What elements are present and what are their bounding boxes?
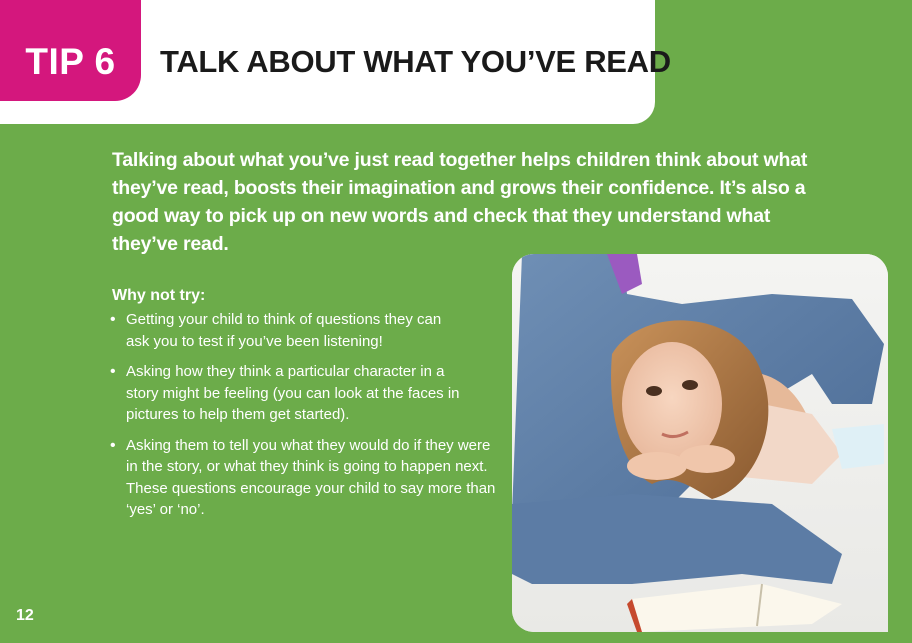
list-item — [108, 435, 503, 521]
why-not-try-heading: Why not try: — [112, 287, 206, 304]
tips-list — [108, 309, 503, 530]
page-number: 12 — [16, 607, 34, 624]
tip-text: Asking them to tell you what they would do if they were in the story, or what they think is going to happen next. These questions encourage your child to say more than ‘yes’ or ‘no’. — [126, 436, 496, 518]
list-item — [108, 309, 503, 352]
tip-text: Getting your child to think of questions they can ask you to test if you’ve been listening! — [126, 311, 442, 350]
intro-paragraph: Talking about what you’ve just read together helps children think about what they’ve read, boosts their imagination and grows their confidence. It’s also a good way to pick up on new words and check that they understand what they’ve read. — [112, 149, 808, 255]
bullet-icon: • — [110, 436, 116, 454]
tip-text: Asking how they think a particular character in a story might be feeling (you can look at the faces in pictures to help them get started). — [126, 363, 460, 423]
tip-badge: TIP 6 — [0, 0, 141, 101]
list-item — [108, 361, 503, 426]
bullet-icon: • — [110, 311, 116, 328]
child-reading-photo — [512, 254, 888, 632]
page-title: TALK ABOUT WHAT YOU’VE READ — [160, 44, 671, 79]
bullet-icon: • — [110, 363, 116, 380]
